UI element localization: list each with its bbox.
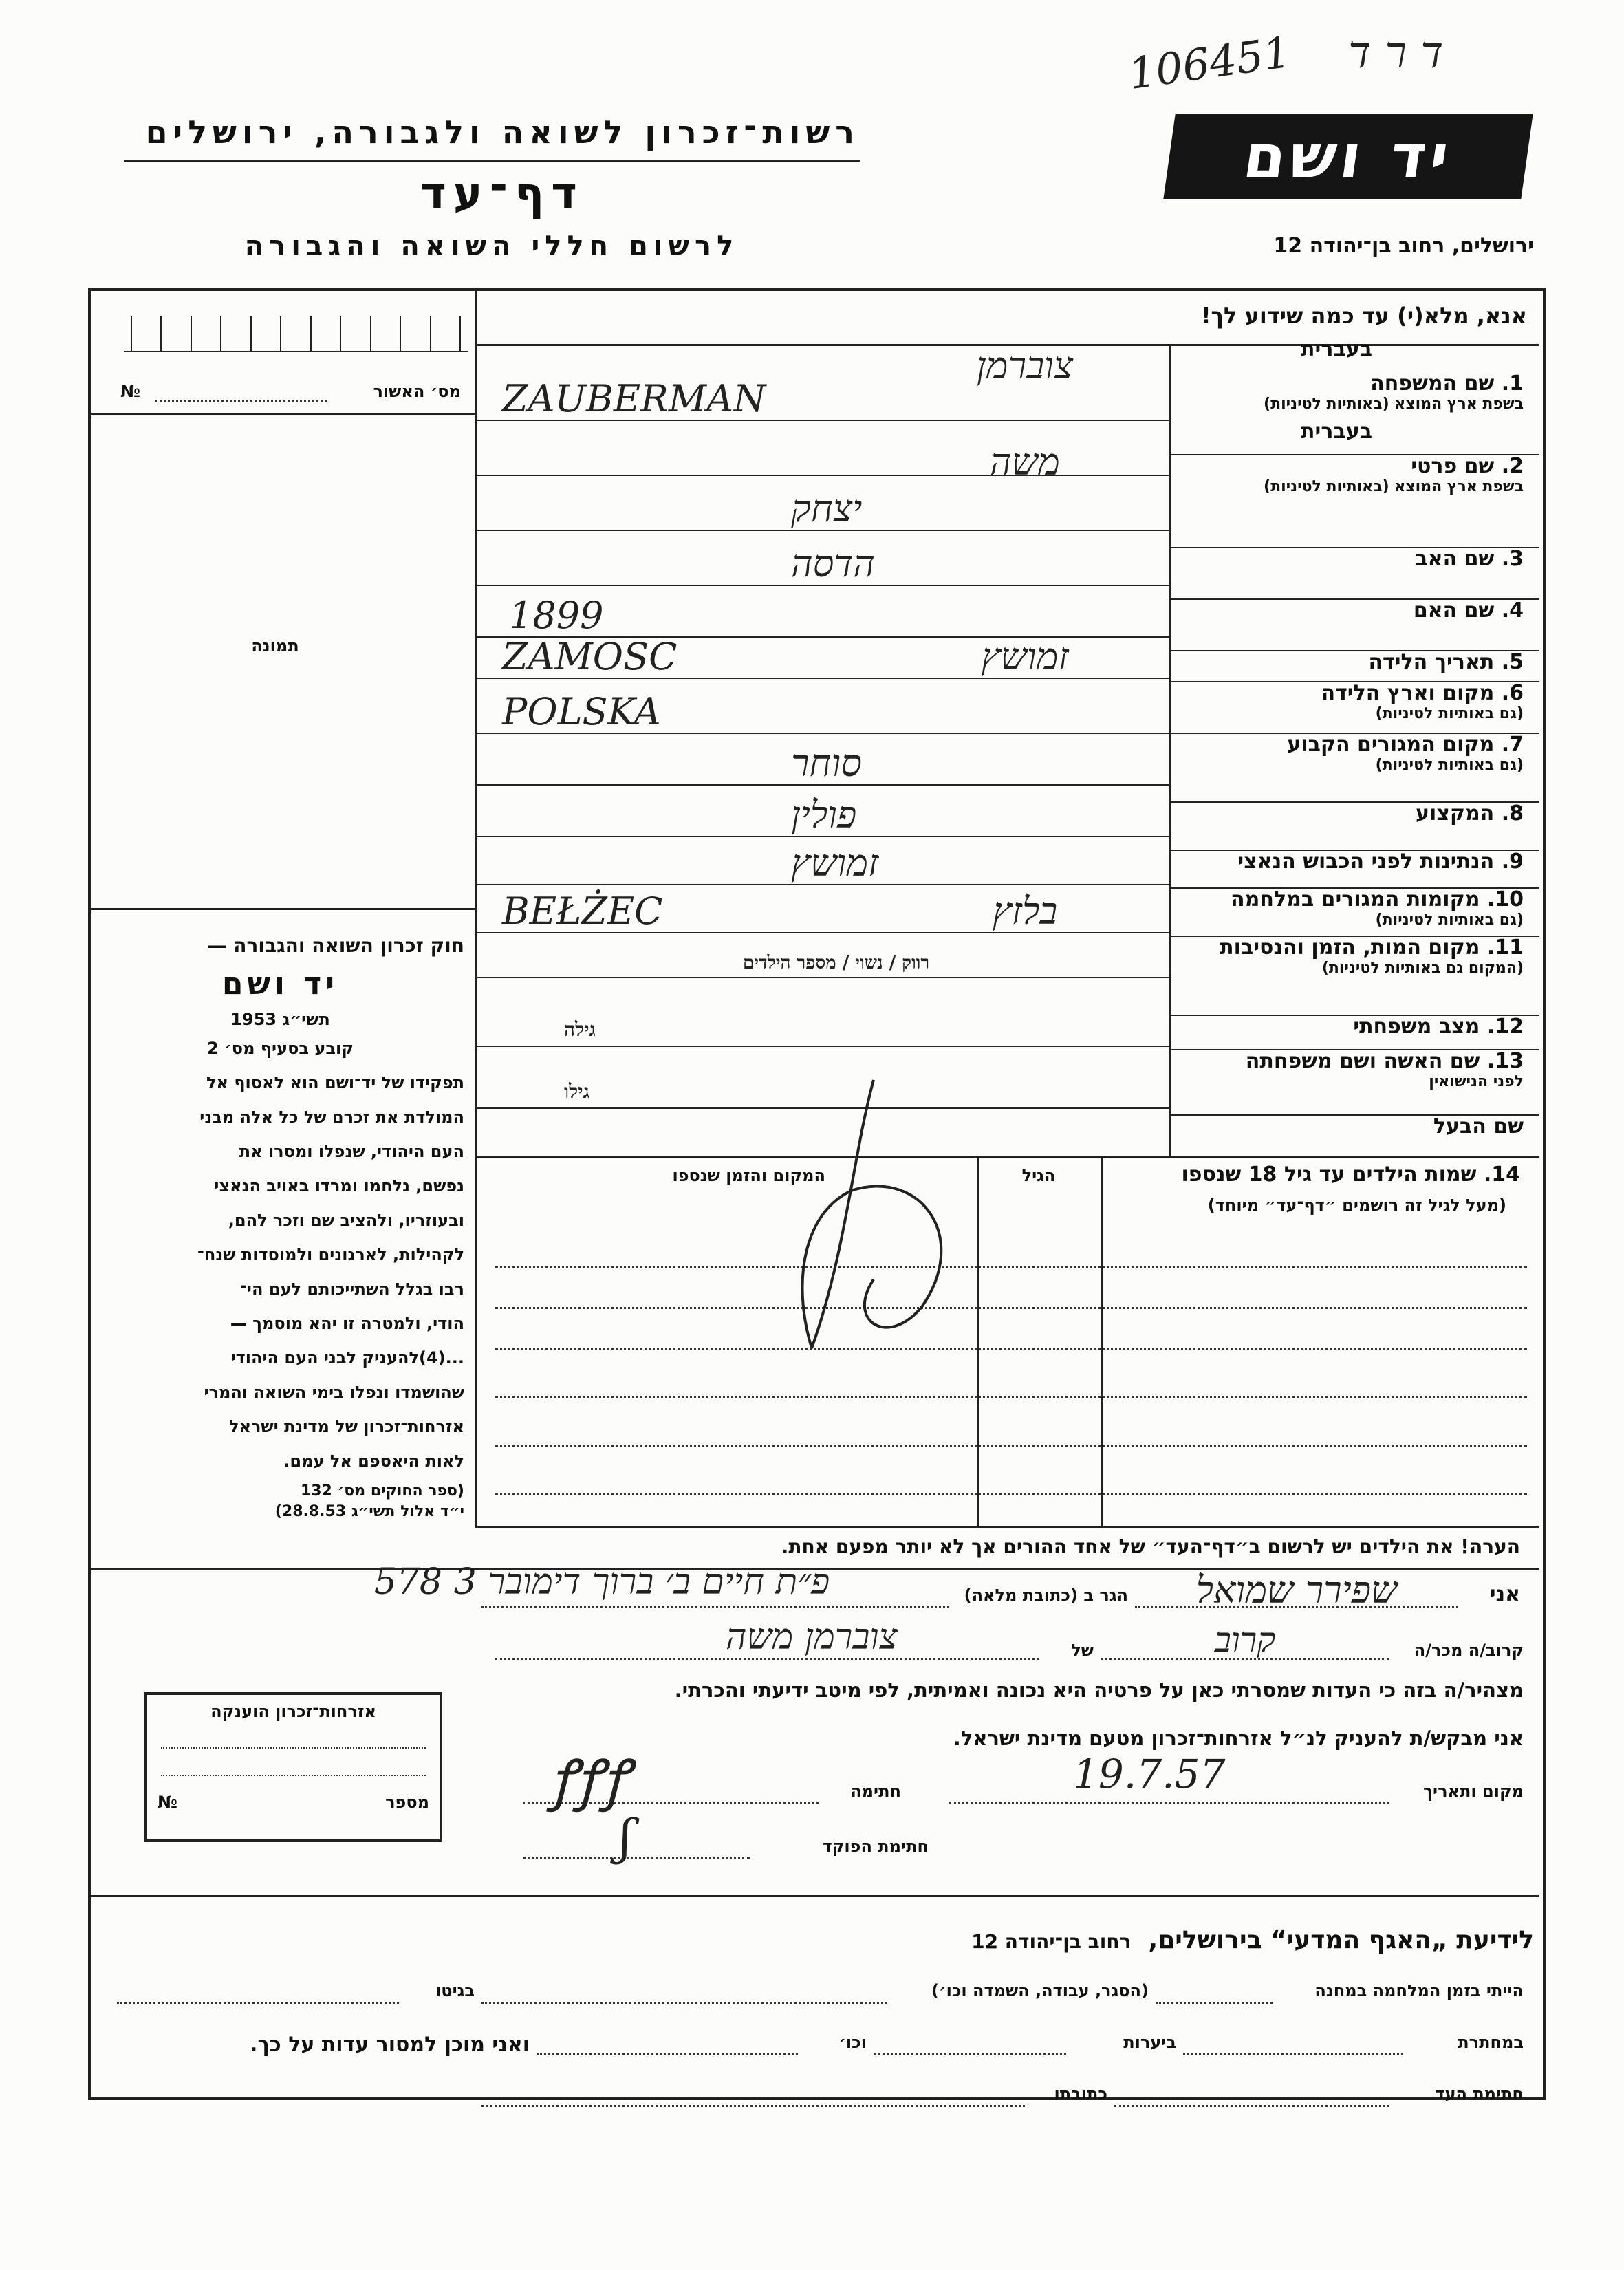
header-handwriting: ד ר ד xyxy=(1348,28,1444,78)
footer-title: לידיעת „האגף המדעי“ בירושלים, רחוב בן־יהודה 12 xyxy=(971,1926,1534,1954)
header-subtitle: לרשום חללי השואה והגבורה xyxy=(244,230,739,262)
witness-relation-label: קרוב/ה מכר/ה xyxy=(1414,1641,1524,1660)
field-value-hebrew-6: זמושץ xyxy=(981,635,1069,678)
witness-i-value: שפירר שמואל xyxy=(1195,1568,1398,1612)
field-value-13: גילה xyxy=(564,1018,596,1041)
field-label-10: 10. מקומות המגורים במלחמה (גם באותיות לטיניות) xyxy=(1231,887,1524,929)
field-label-13: 13. שם האשה ושם משפחתה לפני הנישואין xyxy=(1245,1049,1524,1090)
witness-of-label: של xyxy=(1071,1641,1094,1660)
children-col-place: המקום והזמן שנספו xyxy=(672,1166,825,1185)
footer-line1-b: (הסגר, עבודה, השמדה וכו׳) xyxy=(931,1981,1149,2000)
approval-label: מס׳ האשור xyxy=(373,382,461,401)
law-title: חוק זכרון השואה והגבורה — xyxy=(207,934,464,957)
field-value-9: פולין xyxy=(791,793,857,836)
field-value-4: הדסה xyxy=(791,542,875,585)
approval-ticks xyxy=(124,316,468,352)
header-underline xyxy=(124,160,860,162)
field-value-hebrew-2: משה xyxy=(990,440,1060,484)
witness-request: אני מבקש/ת להעניק לנ״ל אזרחות־זכרון מטעם מדינת ישראל. xyxy=(953,1727,1524,1750)
field-value-12: רווק / נשוי / מספר הילדים xyxy=(743,953,930,973)
field-value-11: BEŁŻEC xyxy=(502,889,663,933)
witness-i-label: אני xyxy=(1489,1582,1520,1606)
yad-vashem-logo: יד ושם xyxy=(1163,114,1533,199)
field-label-6: 6. מקום וארץ הלידה (גם באותיות לטיניות) xyxy=(1321,681,1524,722)
field-label-4: 4. שם האם xyxy=(1413,598,1524,623)
approval-number-symbol: № xyxy=(120,382,140,401)
witness-address-value: פ״ת חיים ב׳ ברוך דימובר 3 578 xyxy=(373,1561,830,1603)
note-line: הערה! את הילדים יש לרשום ב״דף־העד״ של אחד ההורים אך לא יותר מפעם אחת. xyxy=(781,1535,1520,1558)
witness-relation-value: קרוב xyxy=(1214,1620,1276,1660)
footer-line1-a: הייתי בזמן המלחמה במחנה xyxy=(1314,1981,1524,2000)
field-value-7: POLSKA xyxy=(502,690,661,733)
field-label-12: 12. מצב משפחתי xyxy=(1353,1015,1524,1039)
field-value-8: סוחר xyxy=(791,742,863,785)
field-label-8: 8. המקצוע xyxy=(1416,801,1524,825)
field-value-1: ZAUBERMAN xyxy=(502,377,766,420)
field-hebrew-tag-2: בעברית xyxy=(1301,420,1372,444)
header-org: רשות־זכרון לשואה ולגבורה, ירושלים xyxy=(145,114,860,151)
footer-line2-b: ביערות xyxy=(1123,2033,1176,2052)
witness-signature: ꝭꝭꝭ xyxy=(550,1748,629,1812)
field-value-10: זמושץ xyxy=(791,841,879,885)
photo-label: תמונה xyxy=(251,636,299,656)
footer-line2-c: וכו׳ xyxy=(838,2033,867,2052)
officer-signature-label: חתימת הפוקד xyxy=(822,1837,929,1856)
footer-line3-a: חתימת העד xyxy=(1435,2084,1524,2104)
footer-line2-a: במחתרת xyxy=(1458,2033,1524,2052)
field-hebrew-tag-1: בעברית xyxy=(1301,337,1372,361)
law-year: תשי״ג 1953 xyxy=(230,1010,330,1029)
field-value-3: יצחק xyxy=(791,487,863,530)
law-ref-1: (ספר החוקים מס׳ 132 xyxy=(300,1482,464,1500)
cross-out-scribble xyxy=(750,1073,1011,1362)
field-value-hebrew-1: צוברמן xyxy=(976,344,1074,387)
field-label-14: שם הבעל xyxy=(1433,1114,1524,1138)
field-value-hebrew-11: בלזץ xyxy=(992,889,1058,933)
footer-line2-d: ואני מוכן למסור עדות על כך. xyxy=(250,2033,530,2057)
field-label-11: 11. מקום המות, הזמן והנסיבות (המקום גם באותיות לטיניות) xyxy=(1220,936,1524,977)
field-value-6: ZAMOSC xyxy=(502,635,678,678)
footer-line3-b: כתובתו xyxy=(1054,2084,1107,2104)
field-value-5: 1899 xyxy=(509,594,604,637)
children-sub: (מעל לגיל זה רושמים ״דף־עד״ מיוחד) xyxy=(1207,1196,1506,1215)
children-col-age: הגיל xyxy=(1021,1166,1056,1185)
witness-declaration: מצהיר/ה בזה כי העדות שמסרתי כאן על פרטיה היא נכונה ואמיתית, לפי מיטב ידיעתי והכרתי. xyxy=(674,1678,1524,1702)
place-date-label: מקום ותאריך xyxy=(1423,1782,1524,1801)
field-value-14: גילו xyxy=(564,1080,589,1103)
signature-label: חתימה xyxy=(850,1782,901,1801)
field-label-1: 1. שם המשפחה בשפת ארץ המוצא (באותיות לטיניות) xyxy=(1264,371,1524,413)
field-label-2: 2. שם פרטי בשפת ארץ המוצא (באותיות לטיניות) xyxy=(1264,454,1524,495)
footer-line1-c: בגיטו xyxy=(435,1981,475,2000)
law-section: קובע בסעיף מס׳ 2 xyxy=(207,1039,354,1058)
intro-line: אנא, מלא(י) עד כמה שידוע לך! xyxy=(1200,303,1527,329)
page-title: דף־עד xyxy=(420,169,584,219)
field-label-9: 9. הנתינות לפני הכבוש הנאצי xyxy=(1237,850,1524,874)
law-name: יד ושם xyxy=(221,966,339,1002)
file-number: 106451 xyxy=(1125,26,1294,100)
children-label: 14. שמות הילדים עד גיל 18 שנספו xyxy=(1181,1163,1520,1187)
header-address: ירושלים, רחוב בן־יהודה 12 xyxy=(1273,234,1534,258)
witness-of-value: צוברמן משה xyxy=(726,1617,898,1658)
officer-signature: ʃ xyxy=(619,1809,633,1866)
law-text: תפקידו של יד־ושם הוא לאסוף אל המולדת את זכרם של כל אלה מבני העם היהודי, שנפלו ומסרו את נפשם, נלחמו ומרדו באויב הנאצי ובעוזריו, ולהציב שם וזכר להם, לקהילות, לארגונים ולמוסדות שנח־ רבו בגלל השתייכותם לעם הי־ הודי, ולמטרה זו יהא מוסמך — ...(4)להעניק לבני העם היהודי שהושמדו ונפלו בימי השואה והמרי אזרחות־זכרון של מדינת ישראל לאות היאספם אל עמם. xyxy=(197,1073,464,1471)
field-label-3: 3. שם האב xyxy=(1415,547,1524,571)
witness-address-label: הגר ב (כתובת מלאה) xyxy=(964,1586,1128,1605)
citizenship-box: אזרחות־זכרון הוענקה № מספר xyxy=(144,1692,442,1842)
place-date-value: 19.7.57 xyxy=(1073,1751,1226,1797)
field-label-7: 7. מקום המגורים הקבוע (גם באותיות לטיניות) xyxy=(1287,733,1524,774)
field-label-5: 5. תאריך הלידה xyxy=(1368,650,1524,674)
law-ref-2: י״ד אלול תשי״ג 28.8.53) xyxy=(274,1503,464,1520)
